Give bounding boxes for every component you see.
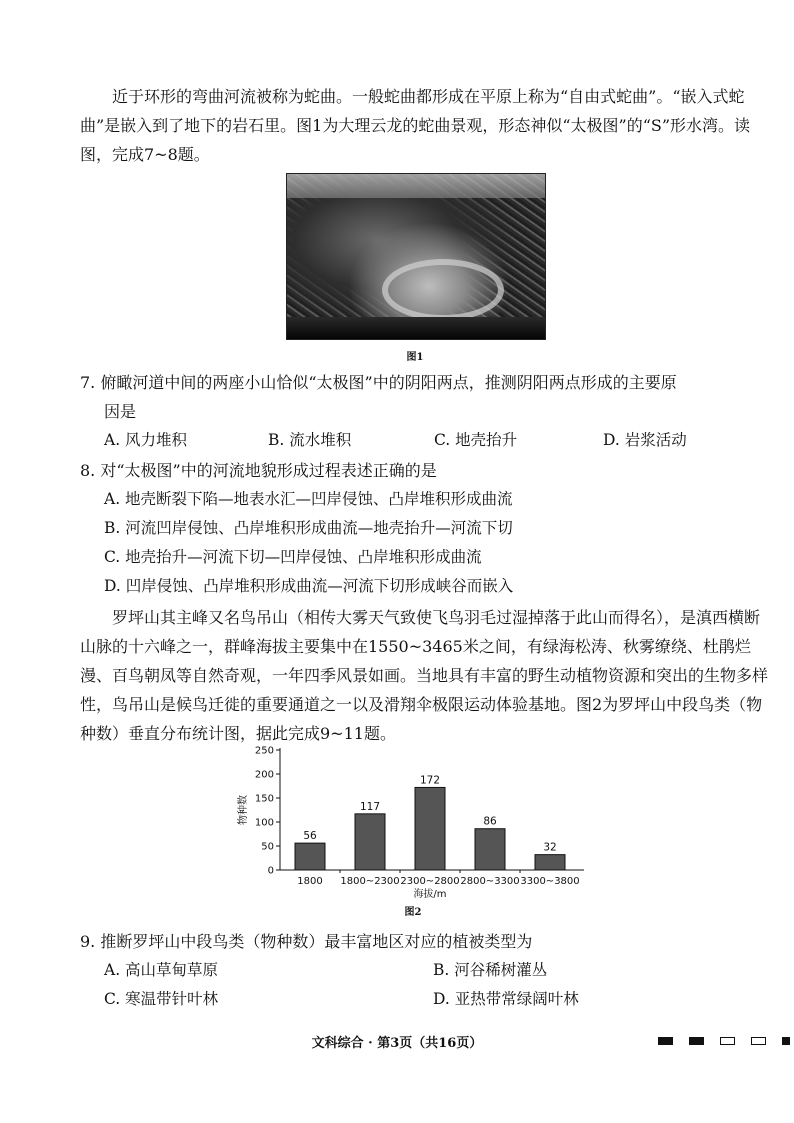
y-tick-label: 150 [254,793,274,805]
bar [295,843,325,870]
question-7-stem-line1: 7. 俯瞰河道中间的两座小山恰似“太极图”中的阴阳两点，推测阴阳两点形成的主要原 [80,373,677,392]
question-8-option-c: C. 地壳抬升—河流下切—凹岸侵蚀、凸岸堆积形成曲流 [104,548,482,566]
meander-landscape-photo [286,173,546,340]
bar-value-label: 117 [359,800,381,813]
x-tick-label: 1800~2300 [340,876,400,887]
question-8-option-d: D. 凹岸侵蚀、凸岸堆积形成曲流—河流下切形成峡谷而嵌入 [104,577,514,595]
question-9-option-d: D. 亚热带常绿阔叶林 [433,990,579,1008]
question-9-option-a: A. 高山草甸草原 [104,961,219,979]
question-7-option-a: A. 风力堆积 [104,431,188,449]
x-tick-label: 2800~3300 [460,876,520,887]
question-9-stem: 9. 推断罗坪山中段鸟类（物种数）最丰富地区对应的植被类型为 [80,932,533,951]
question-9-option-b: B. 河谷稀树灌丛 [433,961,548,979]
y-tick-label: 100 [254,817,274,829]
photo-sky [287,174,545,198]
figure-1-caption: 图1 [406,352,424,363]
x-tick-label: 1800 [297,876,323,887]
marker-outline-1 [720,1037,735,1045]
bar-value-label: 86 [483,815,497,828]
photo-river-bend [382,259,504,321]
bar [535,855,565,870]
intro-paragraph-1: 近于环形的弯曲河流被称为蛇曲。一般蛇曲都形成在平原上称为“自由式蛇曲”。“嵌入式蛇曲”是嵌入到了地下的岩石里。图1为大理云龙的蛇曲景观，形态神似“太极图”的“S”形水湾。读图，完成7~8题。 [80,87,751,164]
question-7-option-c: C. 地壳抬升 [434,431,518,449]
question-9-option-c: C. 寒温带针叶林 [104,990,219,1008]
bar-value-label: 172 [419,774,441,787]
y-tick-label: 0 [267,865,274,877]
marker-filled-1 [658,1037,673,1045]
bird-species-bar-chart [230,742,590,902]
question-7-stem-line2: 因是 [104,402,137,421]
bar [355,814,385,870]
x-axis-label: 海拔/m [413,889,447,900]
y-tick-label: 50 [261,841,274,853]
bar [415,787,445,870]
bar-value-label: 32 [543,841,557,854]
y-tick-label: 250 [254,745,274,757]
intro-paragraph-2: 罗坪山其主峰又名鸟吊山（相传大雾天气致使飞鸟羽毛过湿掉落于此山而得名），是滇西横断山脉的十六峰之一，群峰海拔主要集中在1550~3465米之间，有绿海松涛、秋雾缭绕、杜鹃烂漫、百鸟朝凤等自然奇观，一年四季风景如画。当地具有丰富的野生动植物资源和突出的生物多样性，鸟吊山是候鸟迁徙的重要通道之一以及滑翔伞极限运动体验基地。图2为罗坪山中段鸟类（物种数）垂直分布统计图，据此完成9~11题。 [80,608,769,743]
photo-foreground [287,317,545,339]
question-7-option-d: D. 岩浆活动 [603,431,687,449]
question-7-option-b: B. 流水堆积 [268,431,352,449]
marker-filled-3 [782,1037,790,1045]
bar-value-label: 56 [303,830,317,843]
question-8-stem: 8. 对“太极图”中的河流地貌形成过程表述正确的是 [80,461,437,480]
y-axis-label: 物种数 [238,795,249,825]
question-8-option-b: B. 河流凹岸侵蚀、凸岸堆积形成曲流—地壳抬升—河流下切 [104,519,513,537]
question-8-option-a: A. 地壳断裂下陷—地表水汇—凹岸侵蚀、凸岸堆积形成曲流 [104,490,513,508]
x-tick-label: 3300~3800 [520,876,580,887]
page-number-text: 文科综合 · 第3页（共16页） [311,1036,483,1051]
figure-2-caption: 图2 [404,907,422,918]
bar [475,829,505,870]
y-tick-label: 200 [254,769,274,781]
x-tick-label: 2300~2800 [400,876,460,887]
marker-filled-2 [689,1037,704,1045]
marker-outline-2 [751,1037,766,1045]
